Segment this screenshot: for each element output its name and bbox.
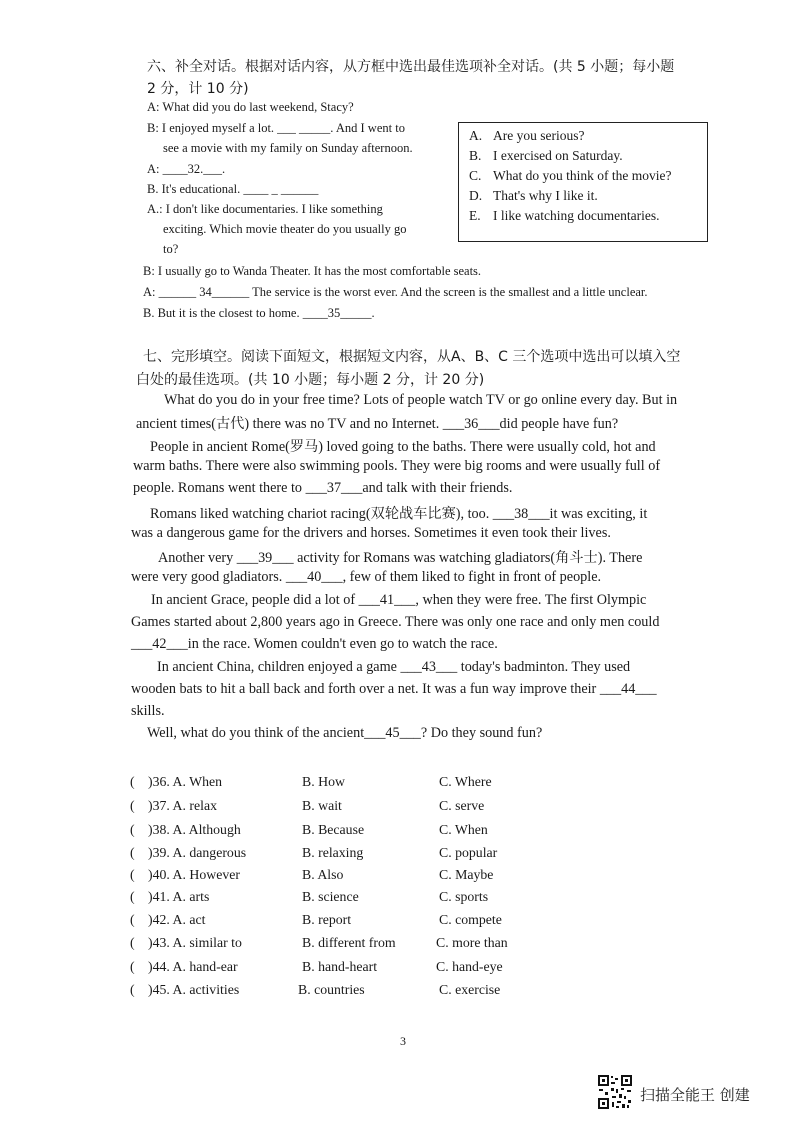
- passage-line: In ancient China, children enjoyed a game ___43___ today's badminton. They used: [157, 659, 631, 675]
- page-number: 3: [400, 1034, 406, 1048]
- passage-line: Games started about 2,800 years ago in Greece. There was only one race and only men could: [131, 614, 660, 630]
- passage-line: What do you do in your free time? Lots of people watch TV or go online every day. But in: [164, 392, 678, 408]
- option-a: [469, 128, 584, 144]
- option-key: C.: [469, 168, 482, 183]
- section6-heading-line1: 六、补全对话。根据对话内容，从方框中选出最佳选项补全对话。(共 5 小题；每小题: [147, 59, 675, 75]
- passage-line: skills.: [131, 703, 165, 719]
- answer-bracket[interactable]: (: [130, 982, 135, 997]
- question-option-a: )38. A. Although: [148, 822, 241, 837]
- question-option-b: B. science: [302, 889, 359, 904]
- footer-watermark: 扫描全能王 创建: [640, 1086, 750, 1104]
- section6-heading-line2: 2 分，计 10 分): [147, 81, 249, 97]
- question-option-c: C. Maybe: [439, 867, 494, 882]
- question-option-c: C. compete: [439, 912, 502, 927]
- dialogue-line: B: I enjoyed myself a lot. ___ _____. And I went to: [147, 121, 405, 135]
- question-option-a: )45. A. activities: [148, 982, 240, 997]
- question-option-a: )44. A. hand-ear: [148, 959, 238, 974]
- question-option-c: C. serve: [439, 798, 485, 813]
- passage-line: Another very ___39___ activity for Romans was watching gladiators(角斗士). There: [158, 550, 643, 566]
- option-text: Are you serious?: [493, 128, 585, 143]
- answer-bracket[interactable]: (: [130, 935, 135, 950]
- question-option-c: C. exercise: [439, 982, 501, 997]
- passage-line: was a dangerous game for the drivers and horses. Sometimes it even took their lives.: [131, 525, 611, 541]
- dialogue-line: A: ____32.___.: [147, 162, 226, 176]
- section7-heading-line1: 七、完形填空。阅读下面短文，根据短文内容，从A、B、C 三个选项中选出可以填入空: [143, 349, 681, 365]
- option-c: [469, 168, 671, 184]
- answer-bracket[interactable]: (: [130, 798, 135, 813]
- question-option-b: B. report: [302, 912, 352, 927]
- question-option-b: B. wait: [302, 798, 342, 813]
- question-option-c: C. Where: [439, 774, 492, 789]
- question-option-c: C. sports: [439, 889, 489, 904]
- dialogue-line: B: I usually go to Wanda Theater. It has the most comfortable seats.: [143, 264, 482, 278]
- answer-bracket[interactable]: (: [130, 822, 135, 837]
- dialogue-line: B. It's educational. ____ _ ______: [147, 182, 319, 196]
- option-text: I like watching documentaries.: [493, 208, 660, 223]
- question-option-a: )39. A. dangerous: [148, 845, 247, 860]
- question-option-b: B. different from: [302, 935, 396, 950]
- question-option-a: )40. A. However: [148, 867, 240, 882]
- passage-line: warm baths. There were also swimming pools. They were big rooms and were usually full of: [133, 458, 661, 474]
- option-text: I exercised on Saturday.: [493, 148, 623, 163]
- passage-line: In ancient Grace, people did a lot of ___41___, when they were free. The first Olympic: [151, 592, 647, 608]
- option-d: [469, 188, 598, 204]
- section7-heading-line2: 白处的最佳选项。(共 10 小题；每小题 2 分，计 20 分): [136, 372, 485, 388]
- passage-line: People in ancient Rome(罗马) loved going to the baths. There were usually cold, hot and: [150, 439, 656, 455]
- answer-bracket[interactable]: (: [130, 889, 135, 904]
- option-text: What do you think of the movie?: [493, 168, 672, 183]
- question-option-a: )41. A. arts: [148, 889, 210, 904]
- option-text: That's why I like it.: [493, 188, 598, 203]
- dialogue-line: A: What did you do last weekend, Stacy?: [147, 100, 354, 114]
- passage-line: wooden bats to hit a ball back and forth over a net. It was a fun way improve their ___44___: [131, 681, 657, 697]
- passage-line: were very good gladiators. ___40___, few of them liked to fight in front of people.: [131, 569, 602, 585]
- question-option-b: B. hand-heart: [302, 959, 378, 974]
- passage-line: ancient times(古代) there was no TV and no Internet. ___36___did people have fun?: [136, 416, 619, 432]
- answer-bracket[interactable]: (: [130, 845, 135, 860]
- dialogue-line: A.: I don't like documentaries. I like something: [147, 202, 383, 216]
- passage-line: Well, what do you think of the ancient___45___? Do they sound fun?: [147, 725, 543, 741]
- answer-bracket[interactable]: (: [130, 774, 135, 789]
- answer-bracket[interactable]: (: [130, 912, 135, 927]
- question-option-b: B. Because: [302, 822, 365, 837]
- option-b: [469, 148, 623, 164]
- option-key: E.: [469, 208, 481, 223]
- option-key: A.: [469, 128, 483, 143]
- options-box: [458, 122, 708, 242]
- passage-line: Romans liked watching chariot racing(双轮战车比赛), too. ___38___it was exciting, it: [150, 506, 648, 522]
- question-option-a: )42. A. act: [148, 912, 206, 927]
- question-option-c: C. When: [439, 822, 488, 837]
- question-option-a: )43. A. similar to: [148, 935, 242, 950]
- dialogue-line: exciting. Which movie theater do you usually go: [163, 222, 407, 236]
- dialogue-line: A: ______ 34______ The service is the worst ever. And the screen is the smallest and a little unclear.: [143, 285, 648, 299]
- option-e: [469, 208, 659, 224]
- question-option-b: B. Also: [302, 867, 344, 882]
- dialogue-line: see a movie with my family on Sunday afternoon.: [163, 141, 413, 155]
- option-key: B.: [469, 148, 482, 163]
- option-key: D.: [469, 188, 483, 203]
- answer-bracket[interactable]: (: [130, 959, 135, 974]
- answer-bracket[interactable]: (: [130, 867, 135, 882]
- question-option-c: C. more than: [436, 935, 508, 950]
- question-option-a: )36. A. When: [148, 774, 223, 789]
- question-option-b: B. countries: [298, 982, 365, 997]
- passage-line: people. Romans went there to ___37___and talk with their friends.: [133, 480, 513, 496]
- question-option-c: C. popular: [439, 845, 498, 860]
- question-option-c: C. hand-eye: [436, 959, 503, 974]
- question-option-b: B. relaxing: [302, 845, 364, 860]
- question-option-a: )37. A. relax: [148, 798, 217, 813]
- qr-code-icon: [597, 1074, 633, 1110]
- passage-line: ___42___in the race. Women couldn't even go to watch the race.: [131, 636, 498, 652]
- question-option-b: B. How: [302, 774, 345, 789]
- dialogue-line: B. But it is the closest to home. ____35_____.: [143, 306, 375, 320]
- dialogue-line: to?: [163, 242, 179, 256]
